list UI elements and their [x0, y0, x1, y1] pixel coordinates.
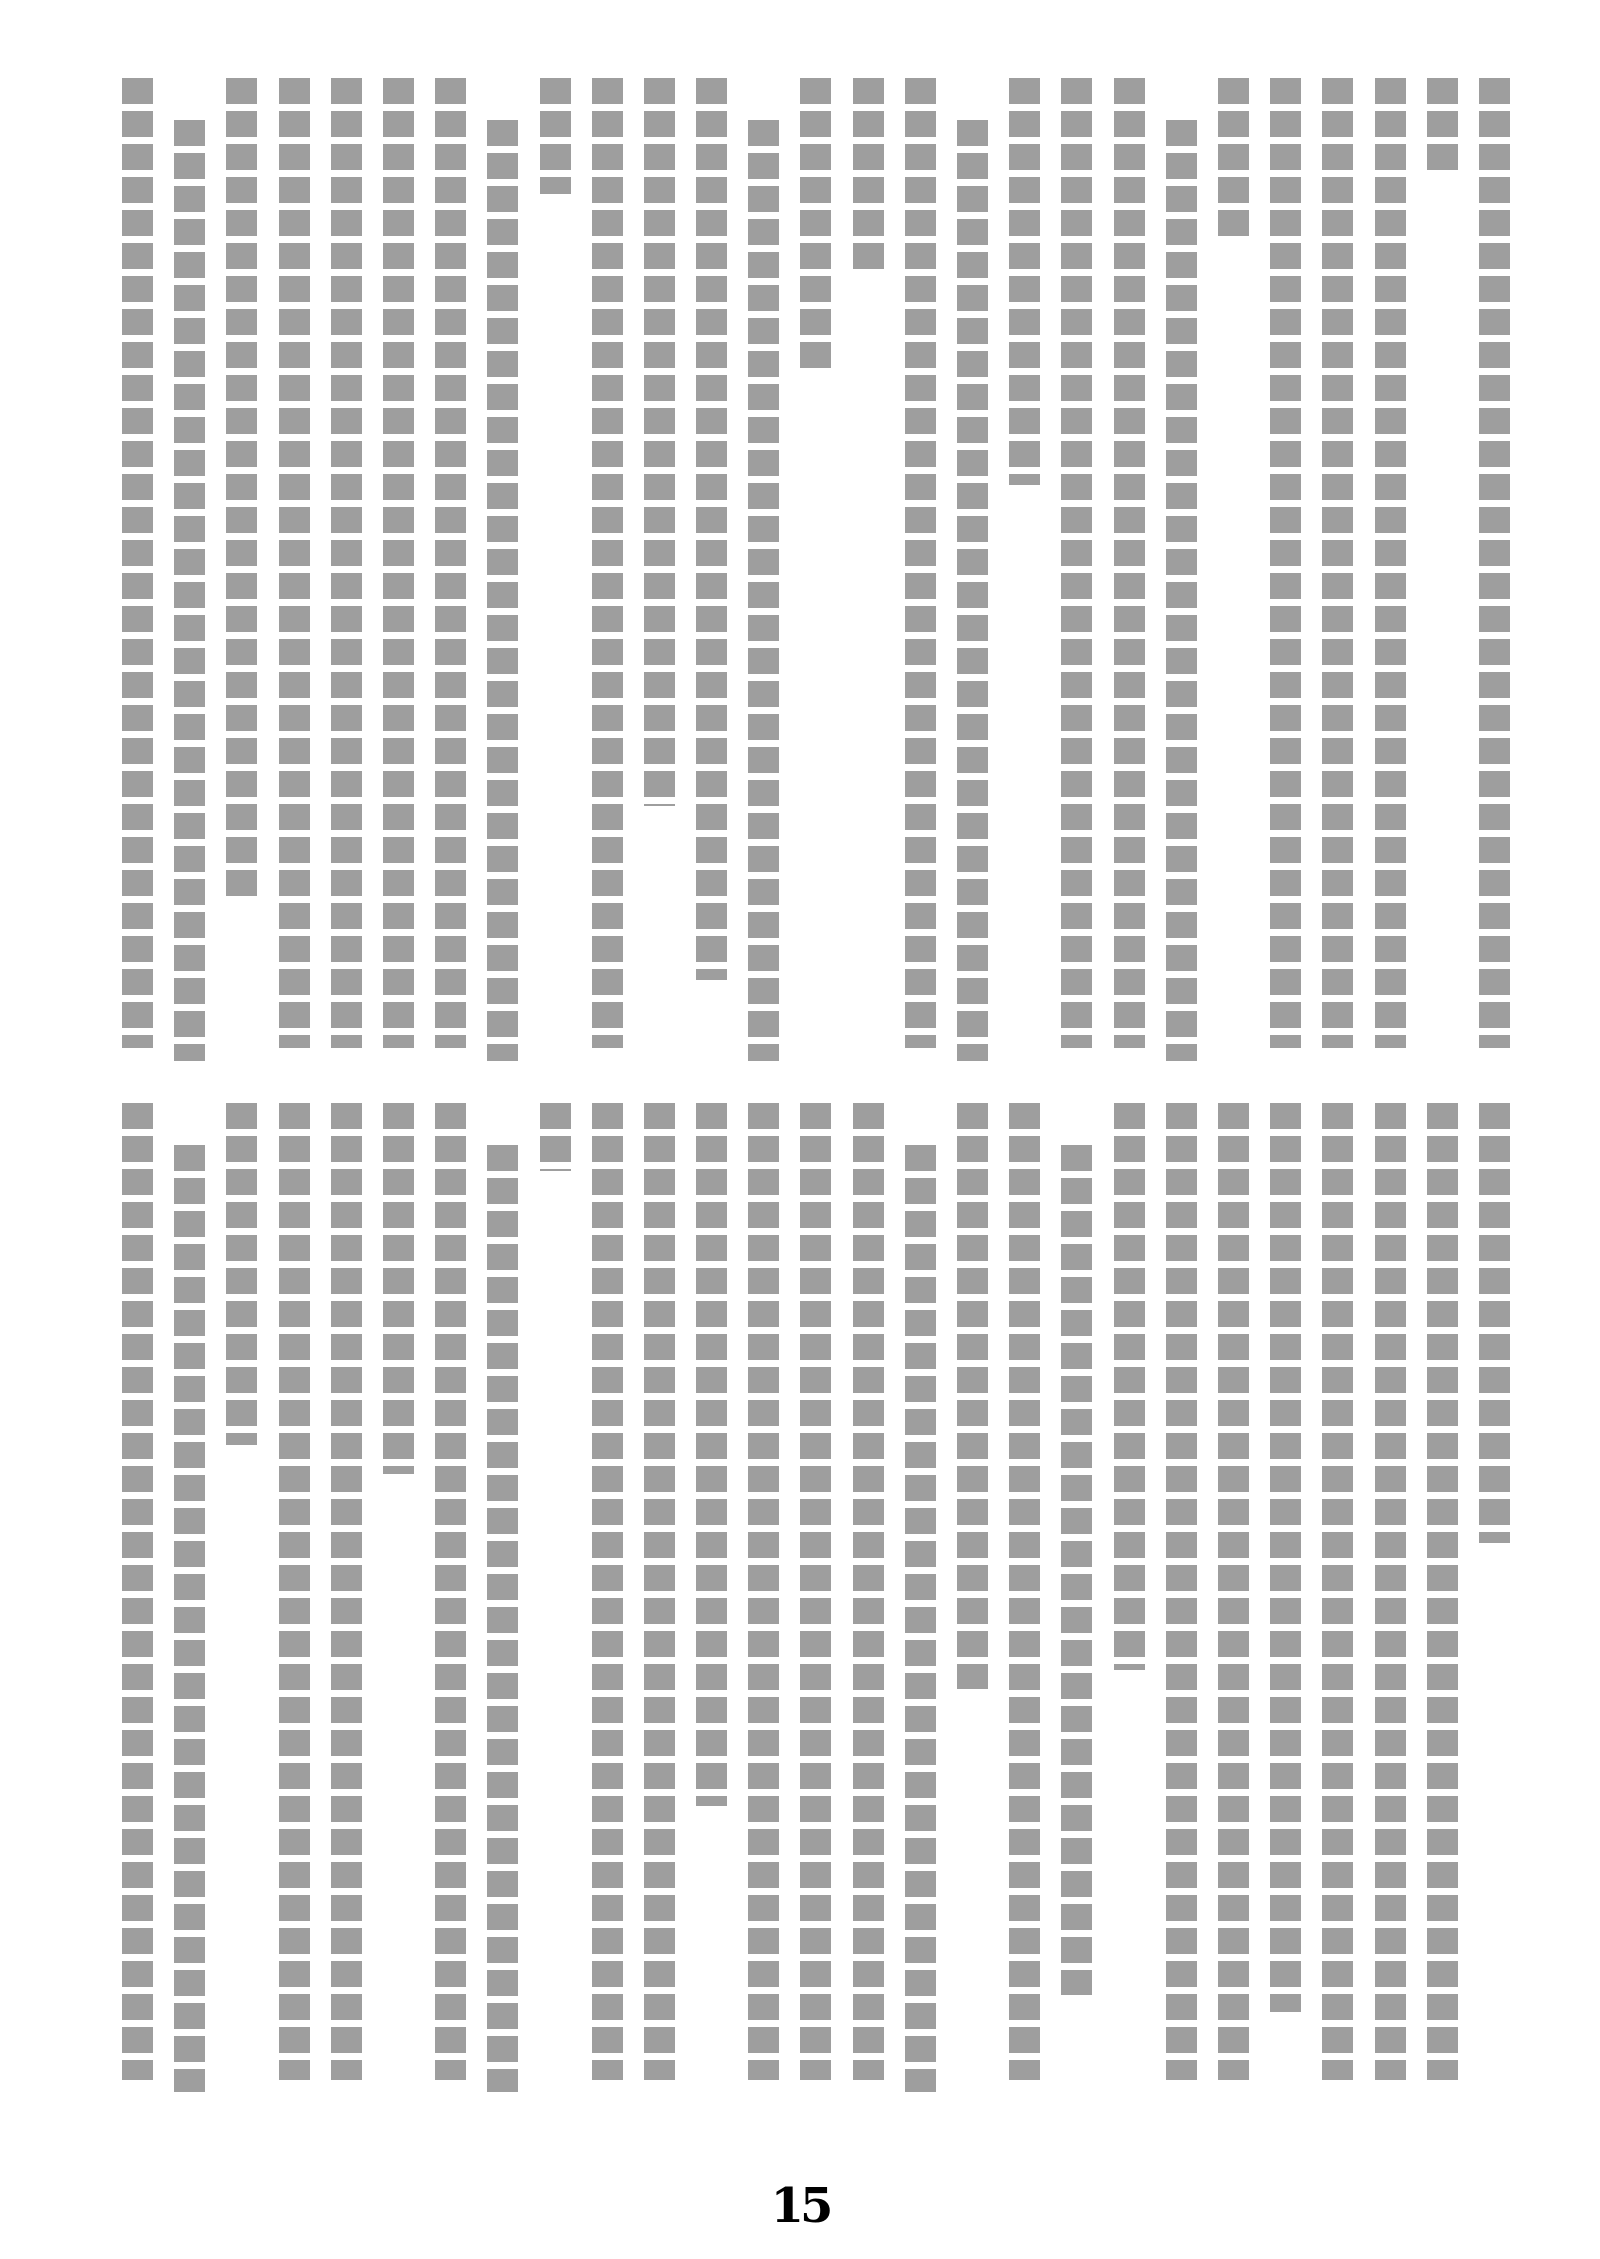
redacted-text-column: [905, 78, 936, 1048]
redacted-text-column: [1270, 78, 1301, 1048]
redacted-text-column: [905, 1145, 936, 2093]
redacted-text-column: [174, 120, 205, 1061]
redacted-text-column: [487, 120, 518, 1061]
redacted-text-column: [331, 1103, 362, 2080]
redacted-text-column: [644, 78, 675, 806]
redacted-text-column: [487, 1145, 518, 2093]
redacted-text-column: [1427, 1103, 1458, 2080]
redacted-text-column: [592, 78, 623, 1048]
redacted-text-column: [1166, 120, 1197, 1061]
redacted-text-column: [1479, 1103, 1510, 1543]
redacted-text-column: [1375, 1103, 1406, 2080]
redacted-text-column: [1218, 1103, 1249, 2080]
redacted-text-column: [1166, 1103, 1197, 2080]
redacted-text-column: [1009, 1103, 1040, 2080]
redacted-text-column: [226, 1103, 257, 1445]
redacted-text-column: [1427, 78, 1458, 175]
redacted-text-column: [592, 1103, 623, 2080]
redacted-text-column: [853, 78, 884, 272]
page-number: 15: [770, 2178, 830, 2234]
redacted-text-column: [800, 1103, 831, 2080]
bottom-text-block: [122, 1103, 1510, 2080]
redacted-text-column: [957, 120, 988, 1061]
redacted-text-column: [1114, 78, 1145, 1048]
redacted-text-column: [540, 78, 571, 194]
redacted-text-column: [122, 78, 153, 1048]
redacted-text-column: [748, 120, 779, 1061]
redacted-text-column: [1322, 1103, 1353, 2080]
redacted-text-column: [696, 78, 727, 980]
redacted-text-column: [331, 78, 362, 1048]
redacted-text-column: [1375, 78, 1406, 1048]
redacted-text-column: [644, 1103, 675, 2080]
redacted-text-column: [279, 1103, 310, 2080]
redacted-text-column: [174, 1145, 205, 2093]
redacted-text-column: [1479, 78, 1510, 1048]
redacted-text-column: [226, 78, 257, 903]
redacted-text-column: [1322, 78, 1353, 1048]
redacted-text-column: [1009, 78, 1040, 485]
redacted-text-column: [383, 1103, 414, 1474]
redacted-text-column: [800, 78, 831, 369]
redacted-text-column: [540, 1103, 571, 1171]
redacted-text-column: [1061, 78, 1092, 1048]
top-text-block: [122, 78, 1510, 1048]
redacted-text-column: [435, 1103, 466, 2080]
redacted-text-column: [1061, 1145, 1092, 1995]
redacted-text-column: [279, 78, 310, 1048]
redacted-text-column: [748, 1103, 779, 2080]
redacted-text-column: [696, 1103, 727, 1806]
redacted-text-column: [383, 78, 414, 1048]
redacted-text-column: [1114, 1103, 1145, 1670]
redacted-text-column: [435, 78, 466, 1048]
redacted-text-column: [1270, 1103, 1301, 2012]
redacted-text-column: [853, 1103, 884, 2080]
redacted-text-column: [1218, 78, 1249, 243]
redacted-text-column: [957, 1103, 988, 1689]
redacted-text-column: [122, 1103, 153, 2080]
